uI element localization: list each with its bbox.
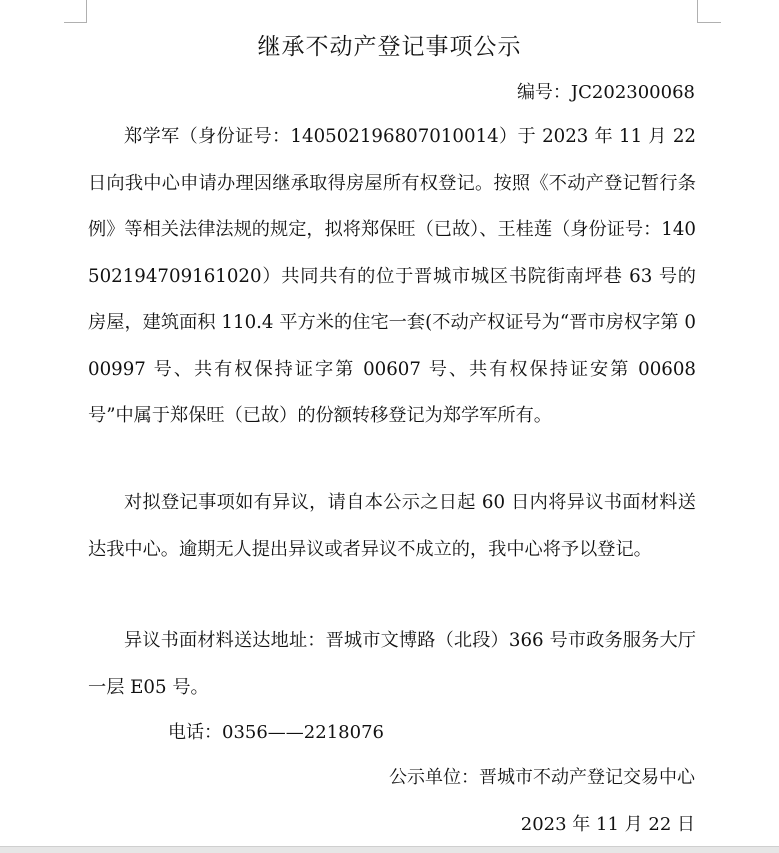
margin-corner-mark [64, 22, 87, 23]
document-title: 继承不动产登记事项公示 [257, 34, 522, 60]
document-number: 编号：JC202300068 [516, 82, 695, 103]
page-bottom-edge [0, 846, 779, 853]
paragraph-objection-period: 对拟登记事项如有异议，请自本公示之日起 60 日内将异议书面材料送达我中心。逾期无人提出异议或者异议不成立的，我中心将予以登记。 [88, 492, 696, 560]
margin-corner-mark [86, 0, 87, 22]
paragraph-objection-address: 异议书面材料送达地址：晋城市文博路（北段）366 号市政务服务大厅一层 E05 号。 [88, 630, 696, 698]
issue-date: 2023 年 11 月 22 日 [520, 814, 695, 835]
issuing-unit: 公示单位：晋城市不动产登记交易中心 [389, 767, 695, 788]
margin-corner-mark [697, 22, 721, 23]
contact-phone: 电话：0356——2218076 [168, 722, 384, 743]
paragraph-notice-body: 郑学军（身份证号：140502196807010014）于 2023 年 11 月 22 日向我中心申请办理因继承取得房屋所有权登记。按照《不动产登记暂行条例》等相关法律法规的规定，拟将郑保旺（已故）、王桂莲（身份证号：140502194709161020）共同共有的位于晋城市城区书院街南坪巷 63 号的房屋，建筑面积 110.4 平方米的住宅一套(不动产权证号为“晋市房权字第 000997 号、共有权保持证字第 00607 号、共有权保持证安第 00608 号”中属于郑保旺（已故）的份额转移登记为郑学军所有。 [88, 126, 696, 426]
margin-corner-mark [697, 0, 698, 22]
